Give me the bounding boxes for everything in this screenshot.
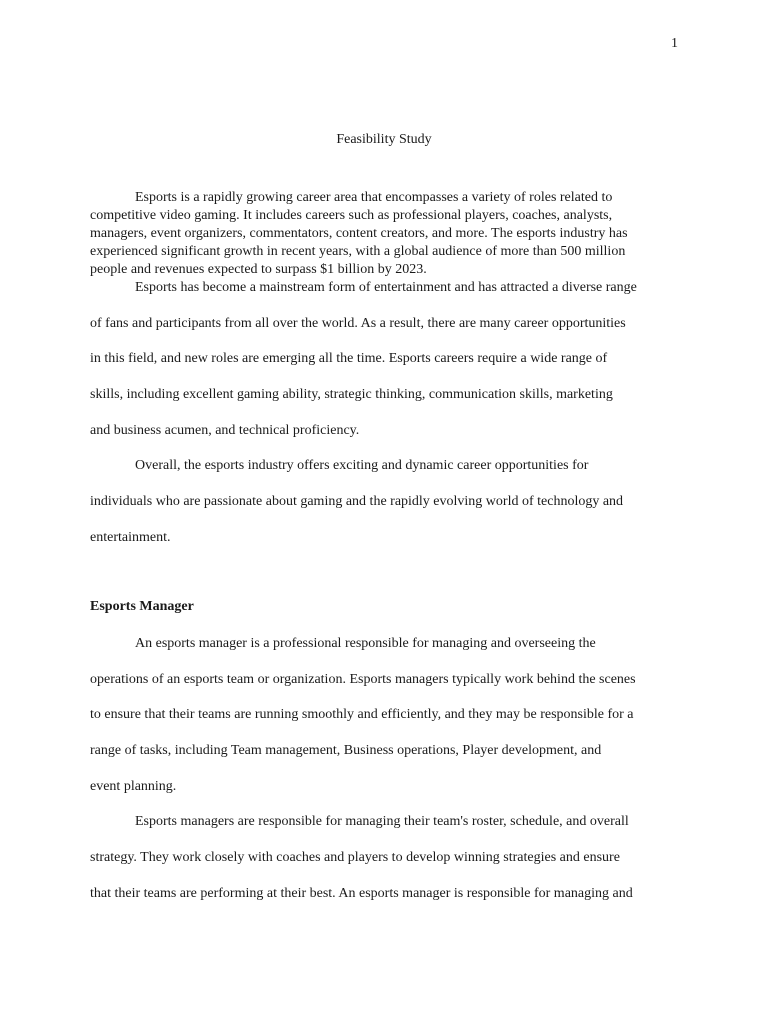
- paragraph-line: operations of an esports team or organization. Esports managers typically work behind the scenes: [90, 671, 636, 687]
- paragraph-line: entertainment.: [90, 529, 171, 545]
- paragraph-line: skills, including excellent gaming ability, strategic thinking, communication skills, marketing: [90, 387, 613, 403]
- paragraph-line: that their teams are performing at their best. An esports manager is responsible for managing and: [90, 885, 633, 901]
- paragraph-line: range of tasks, including Team management, Business operations, Player development, and: [90, 743, 602, 759]
- paragraph-line: experienced significant growth in recent years, with a global audience of more than 500 million: [90, 244, 626, 259]
- section-paragraphs: [90, 635, 690, 921]
- paragraph-line: in this field, and new roles are emerging all the time. Esports careers require a wide range of: [90, 351, 608, 367]
- page-number: 1: [671, 36, 678, 51]
- paragraph-line: Esports managers are responsible for managing their team's roster, schedule, and overall: [135, 814, 629, 830]
- paragraph-line: and business acumen, and technical proficiency.: [90, 422, 360, 438]
- body-paragraphs: [90, 279, 690, 565]
- section-heading: Esports Manager: [90, 599, 194, 614]
- paragraph-line: An esports manager is a professional responsible for managing and overseeing the: [135, 636, 596, 651]
- document-title: Feasibility Study: [336, 132, 432, 147]
- paragraph-line: individuals who are passionate about gaming and the rapidly evolving world of technology and: [90, 494, 624, 510]
- paragraph-line: event planning.: [90, 778, 177, 794]
- paragraph-line: Overall, the esports industry offers exciting and dynamic career opportunities for: [135, 458, 589, 474]
- paragraph-line: Esports has become a mainstream form of entertainment and has attracted a diverse range: [135, 280, 637, 295]
- paragraph-line: people and revenues expected to surpass $1 billion by 2023.: [90, 262, 427, 277]
- paragraph-line: strategy. They work closely with coaches and players to develop winning strategies and ensure: [90, 850, 620, 866]
- paragraph-line: Esports is a rapidly growing career area that encompasses a variety of roles related to: [135, 190, 613, 205]
- paragraph-line: competitive video gaming. It includes careers such as professional players, coaches, analysts,: [90, 208, 613, 223]
- paragraph-line: of fans and participants from all over the world. As a result, there are many career opportunities: [90, 315, 626, 331]
- intro-paragraph: [90, 189, 690, 279]
- paragraph-line: managers, event organizers, commentators, content creators, and more. The esports industry has: [90, 226, 628, 241]
- paragraph-line: to ensure that their teams are running smoothly and efficiently, and they may be responsible for a: [90, 707, 634, 723]
